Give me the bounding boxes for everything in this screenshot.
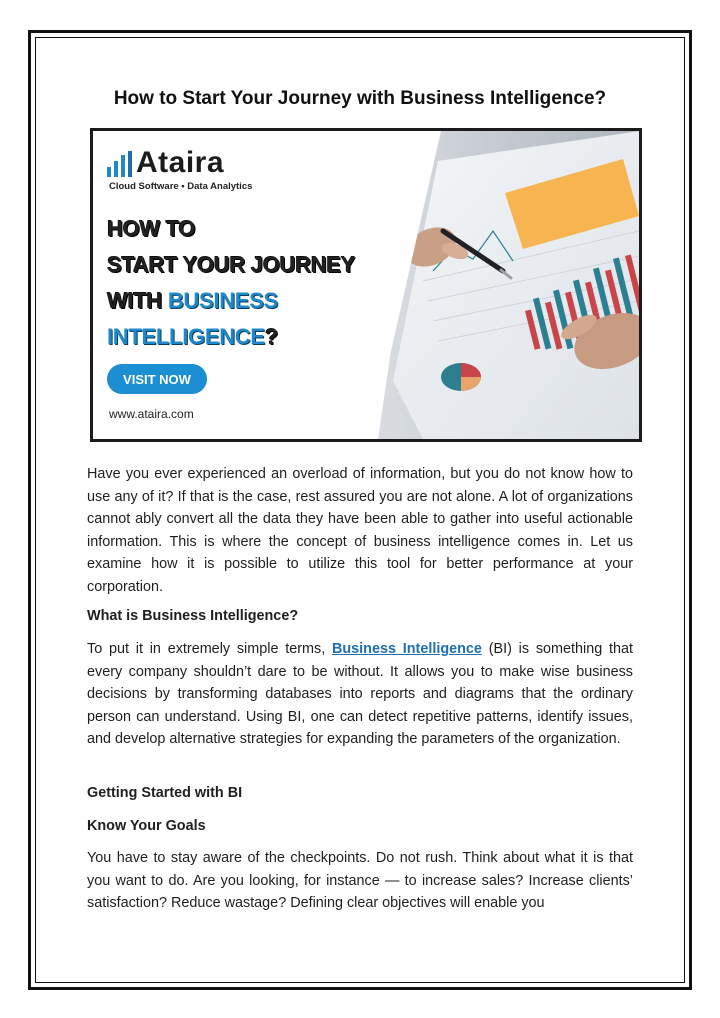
bar-chart-icon — [107, 151, 132, 177]
ataira-logo — [107, 146, 225, 179]
know-goals-paragraph: You have to stay aware of the checkpoints. Do not rush. Think about what it is that you want to do. Are you looking, for instance — to increase sales? Increase clients’ satisfaction? Reduce wastage? Defining clear objectives will enable you — [87, 850, 633, 911]
headline-highlight: BUSINESS — [167, 288, 278, 313]
section-heading-know-your-goals: Know Your Goals — [87, 818, 206, 834]
headline-text: WITH — [107, 288, 168, 313]
paragraph-text: To put it in extremely simple terms, — [87, 641, 332, 657]
logo-name: Ataira — [136, 146, 225, 179]
section-heading-what-is-bi: What is Business Intelligence? — [87, 608, 299, 624]
business-intelligence-link[interactable]: Business Intelligence — [331, 641, 482, 657]
headline-line: START YOUR JOURNEY — [107, 252, 356, 277]
headline-line — [107, 319, 355, 355]
what-is-bi-section — [87, 638, 633, 751]
section-heading-getting-started: Getting Started with BI — [87, 785, 243, 801]
what-is-bi-paragraph — [87, 638, 633, 751]
know-goals-section — [87, 847, 633, 915]
banner-headline — [107, 211, 355, 355]
logo-tagline: Cloud Software • Data Analytics — [109, 181, 253, 192]
intro-paragraph: Have you ever experienced an overload of information, but you do not know how to use any of it? If that is the case, rest assured you are not alone. A lot of organizations cannot ably convert all the data they have been able to gather into useful actionable information. This is where the concept of business intelligence comes in. Let us examine how it is possible to utilize this tool for better performance at your corporation. — [87, 466, 633, 595]
page-title: How to Start Your Journey with Business Intelligence? — [113, 88, 607, 109]
headline-line: HOW TO — [107, 216, 196, 241]
headline-text: ? — [264, 324, 278, 349]
article-body — [87, 463, 633, 598]
visit-now-button[interactable]: VISIT NOW — [107, 364, 207, 394]
headline-line — [107, 283, 355, 319]
paragraph-text: (BI) is something that every company shouldn’t dare to be without. It allows you to make wise business decisions by transforming databases into reports and diagrams that the ordinary person can understand. Using BI, one can detect repetitive patterns, identify issues, and develop alternative strategies for expanding the parameters of the organization. — [87, 641, 634, 747]
website-url[interactable]: www.ataira.com — [109, 407, 194, 421]
hero-banner[interactable] — [90, 128, 642, 442]
headline-highlight: INTELLIGENCE — [107, 324, 265, 349]
